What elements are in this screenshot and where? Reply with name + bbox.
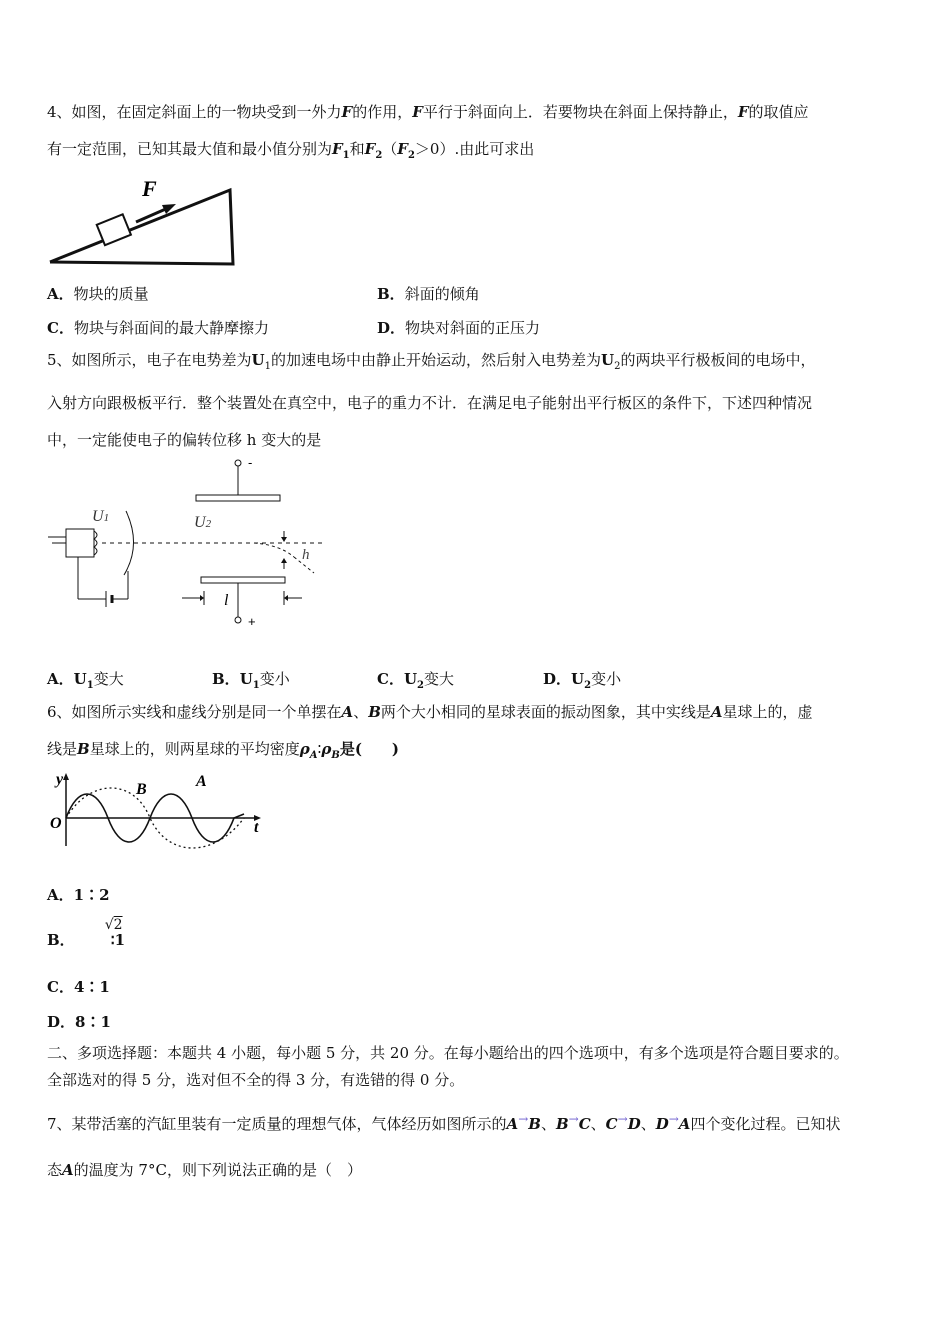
svg-text:t: t	[254, 819, 259, 836]
q4-option-c[interactable]: C．物块与斜面间的最大静摩擦力	[47, 319, 269, 337]
var-F: F	[341, 103, 353, 121]
section2-header: 二、多项选择题：本题共 4 小题，每小题 5 分，共 20 分。在每小题给出的四个选项中，有多个选项是符合题目要求的。 全部选对的得 5 分，选对但不全的得 3 分，有选错的得 0 分。	[47, 1044, 849, 1089]
q4-option-a[interactable]: A．物块的质量	[47, 285, 149, 303]
svg-text:+: +	[248, 614, 256, 629]
q4-stem: 4、如图，在固定斜面上的一物块受到一外力F的作用，F平行于斜面向上．若要物块在斜面上保持静止，F的取值应 有一定范围，已知其最大值和最小值分别为$F_1$和$F_2(F_2>0)$.由此可求出	[47, 103, 809, 161]
svg-text:O: O	[50, 815, 62, 832]
q5-option-c[interactable]: C．$U_2$变大	[377, 670, 455, 691]
sqrt-symbol: √2	[104, 917, 123, 933]
svg-text:U1: U1	[92, 508, 110, 525]
force-label: F	[142, 176, 157, 201]
svg-text:U2: U2	[194, 514, 212, 531]
q5-stem: 5、如图所示，电子在电势差为$U_1$的加速电场中由静止开始运动，然后射入电势差为$U_2$的两块平行极板间的电场中， 入射方向跟极板平行．整个装置处在真空中，电子的重力不计．在满足电子能射出平行板区的条件下，下述四种情况 中，一定能使电子的偏转位移 h 变大的是	[47, 351, 816, 449]
q5-option-a[interactable]: A．$U_1$变大	[47, 670, 124, 691]
oscillation-figure	[44, 770, 274, 850]
q6-stem: 6、如图所示实线和虚线分别是同一个单摆在A、B两个大小相同的星球表面的振动图象，其中实线是A星球上的，虚 线是B星球上的，则两星球的平均密度$\rho_A∶\rho_B$是( )	[47, 703, 813, 761]
svg-text:A: A	[196, 773, 207, 790]
svg-text:l: l	[224, 592, 229, 609]
q5-option-d[interactable]: D．$U_2$变小	[543, 670, 622, 691]
q6-option-c[interactable]: C．4∶1	[47, 978, 110, 996]
q6-option-d[interactable]: D．8∶1	[47, 1013, 111, 1031]
q6-option-a[interactable]: A．1∶2	[47, 886, 110, 904]
q7-stem: 7、某带活塞的汽缸里装有一定质量的理想气体，气体经历如图所示的A→B、B→C、C→D、D→A四个变化过程。已知状 态A的温度为 7°C，则下列说法正确的是（ ）	[47, 1112, 841, 1179]
svg-text:-: -	[248, 455, 253, 470]
q4-text: 4、如图，在固定斜面上的一物块受到一外力	[47, 103, 342, 121]
var-F: F	[412, 103, 423, 121]
var-F: F	[737, 103, 749, 121]
q5-option-b[interactable]: B．$U_1$变小	[212, 670, 290, 691]
q4-option-d[interactable]: D．物块对斜面的正压力	[377, 319, 541, 337]
q6-option-b[interactable]: B． √2 ∶1	[47, 917, 126, 949]
svg-text:B: B	[136, 781, 147, 798]
svg-text:h: h	[302, 547, 310, 563]
incline-figure	[44, 172, 244, 272]
q4-option-b[interactable]: B．斜面的倾角	[377, 285, 480, 303]
svg-text:y: y	[56, 771, 64, 788]
deflection-figure	[44, 455, 344, 635]
